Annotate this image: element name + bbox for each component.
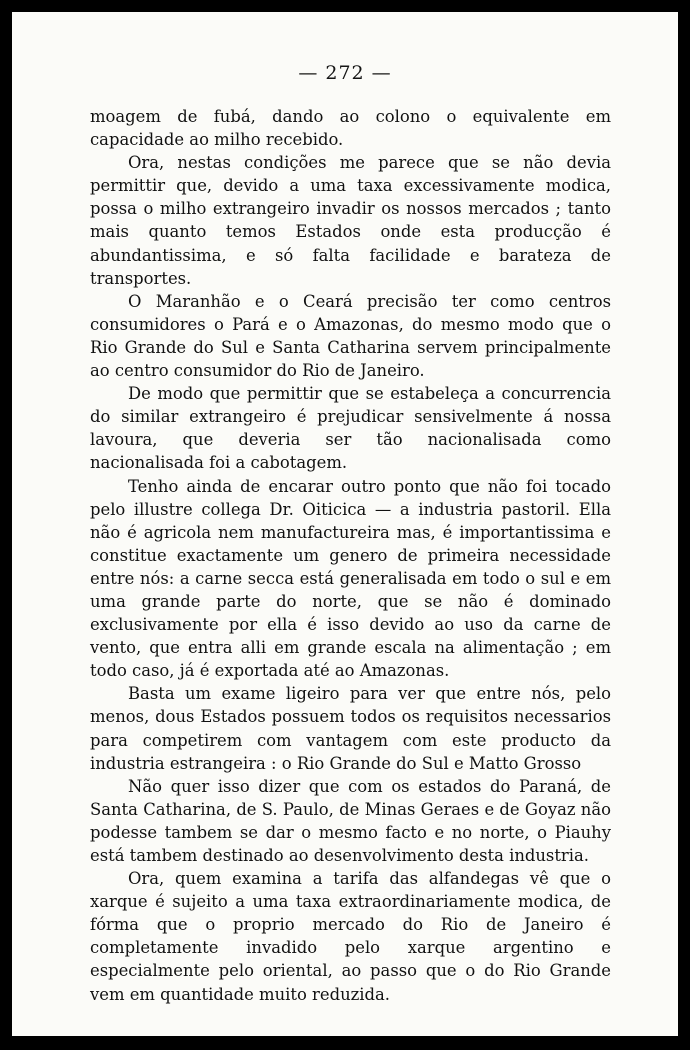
- book-page: [12, 12, 678, 1036]
- page-number: — 272 —: [298, 62, 392, 84]
- paragraph: Não quer isso dizer que com os estados do Paraná, de Santa Catharina, de S. Paulo, de Minas Geraes e de Goyaz não podesse tambem se dar o mesmo facto e no norte, o Piauhy está tambem destinado ao desenvolvimento desta industria.: [90, 776, 611, 865]
- paragraph: moagem de fubá, dando ao colono o equivalente em capacidade ao milho recebido.: [90, 107, 611, 150]
- paragraph: Tenho ainda de encarar outro ponto que não foi tocado pelo illustre collega Dr. Oiticica — a industria pastoril. Ella não é agricola nem manufactureira mas, é importantissima e constitue exactamente um genero de primeira necessidade entre nós: a carne secca está generalisada em todo o sul e em uma grande parte do norte, que se não é dominado exclusivamente por ella é isso devido ao uso da carne de vento, que entra alli em grande escala na alimentação ; em todo caso, já é exportada até ao Amazonas.: [90, 476, 611, 681]
- body-text: [90, 105, 611, 1006]
- paragraph: Ora, quem examina a tarifa das alfandegas vê que o xarque é sujeito a uma taxa extraordinariamente modica, de fórma que o proprio mercado do Rio de Janeiro é completamente invadido pelo xarque argentino e especialmente pelo oriental, ao passo que o do Rio Grande vem em quantidade muito reduzida.: [90, 869, 611, 1004]
- paragraph: De modo que permittir que se estabeleça a concurrencia do similar extrangeiro é prejudicar sensivelmente á nossa lavoura, que deveria ser tão nacionalisada como nacionalisada foi a cabotagem.: [90, 384, 611, 473]
- paragraph: Basta um exame ligeiro para ver que entre nós, pelo menos, dous Estados possuem todos os requisitos necessarios para competirem com vantagem com este producto da industria estrangeira : o Rio Grande do Sul e Matto Grosso: [90, 684, 611, 773]
- paragraph: Ora, nestas condições me parece que se não devia permittir que, devido a uma taxa excessivamente modica, possa o milho extrangeiro invadir os nossos mercados ; tanto mais quanto temos Estados onde esta producção é abundantissima, e só falta facilidade e barateza de transportes.: [90, 153, 611, 288]
- paragraph: O Maranhão e o Ceará precisão ter como centros consumidores o Pará e o Amazonas, do mesmo modo que o Rio Grande do Sul e Santa Catharina servem principalmente ao centro consumidor do Rio de Janeiro.: [90, 291, 611, 381]
